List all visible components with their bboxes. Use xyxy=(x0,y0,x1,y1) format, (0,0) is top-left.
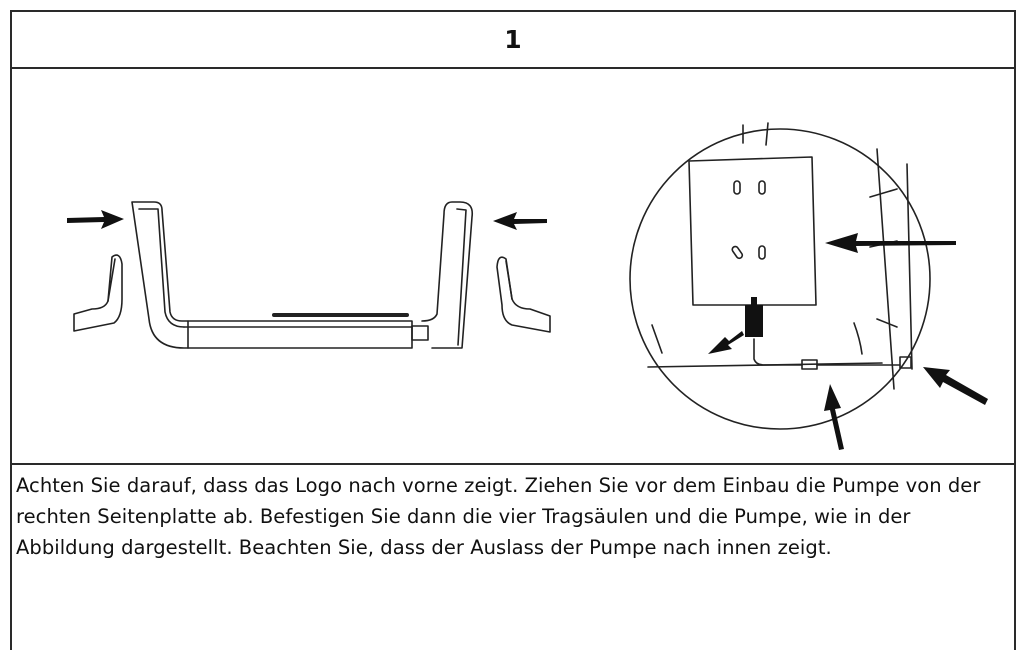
instruction-text: Achten Sie darauf, dass das Logo nach vorne zeigt. Ziehen Sie vor dem Einbau die Pumpe von der rechten Seitenplatte ab. Befestigen Sie dann die vier Tragsäulen und die Pumpe, wie in der Abbildung dargestellt. Beachten Sie, dass der Auslass der Pumpe nach innen zeigt. xyxy=(16,474,981,559)
pump-icon xyxy=(745,305,763,337)
step-header xyxy=(12,12,1014,69)
assembly-drawing xyxy=(12,69,1014,463)
pump-detail-view xyxy=(630,123,930,429)
arrow-left-icon xyxy=(825,233,956,253)
left-bracket-part xyxy=(74,255,122,331)
arrow-up-left-icon xyxy=(923,367,988,405)
arrow-up-right-icon xyxy=(708,331,744,354)
arrow-right-icon xyxy=(67,210,124,229)
right-bracket-part xyxy=(497,257,550,332)
arrow-up-icon xyxy=(824,384,844,450)
direction-arrows xyxy=(67,210,988,450)
arrow-left-icon xyxy=(493,212,547,230)
side-panel-assembly xyxy=(132,202,472,348)
assembly-illustration xyxy=(12,69,1014,465)
step-number: 1 xyxy=(504,25,522,54)
